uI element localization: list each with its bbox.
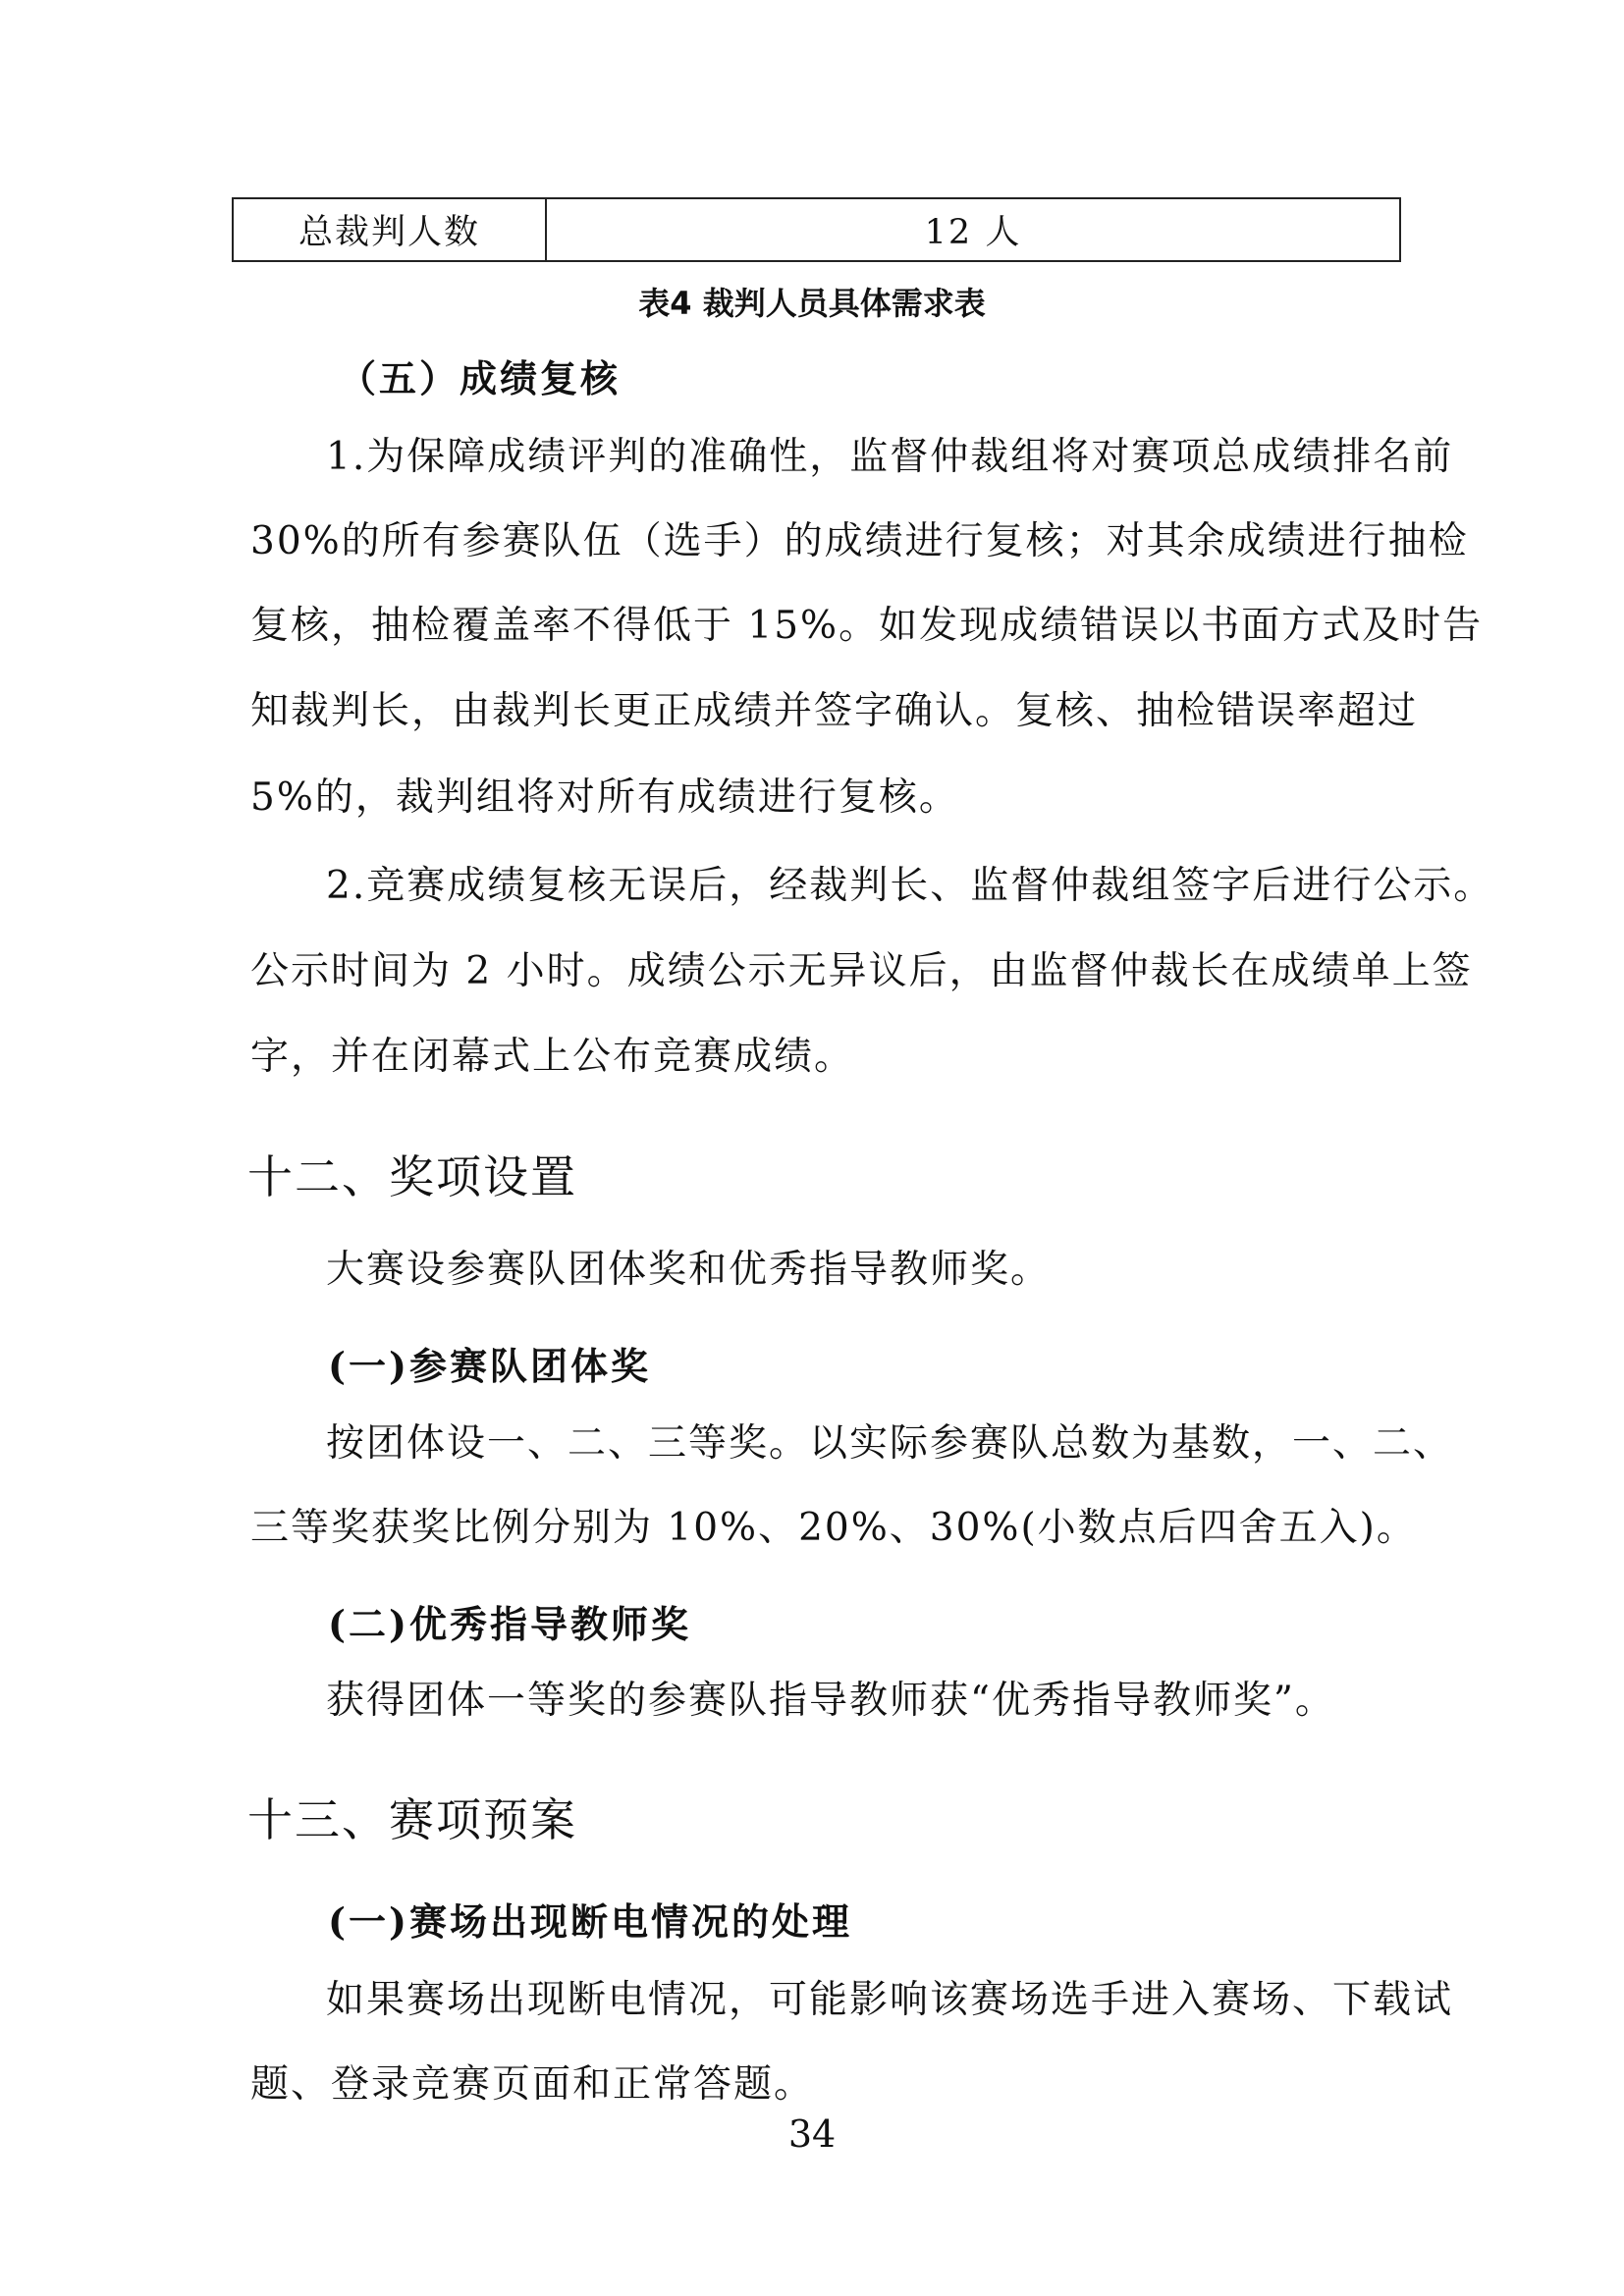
page-number: 34: [787, 2112, 837, 2156]
table-cell-value: 12 人: [924, 213, 1022, 252]
section5-heading: （五）成绩复核: [339, 356, 622, 400]
section5-p1-line4: 知裁判长，由裁判长更正成绩并签字确认。复核、抽检错误率超过: [250, 689, 1419, 733]
section13-sub1-heading: (一)赛场出现断电情况的处理: [328, 1899, 852, 1944]
section5-p2-line2: 公示时间为 2 小时。成绩公示无异议后，由监督仲裁长在成绩单上签: [250, 949, 1473, 993]
section5-p1-line2: 30%的所有参赛队伍（选手）的成绩进行复核；对其余成绩进行抽检: [250, 519, 1469, 563]
section5-p2-line3: 字，并在闭幕式上公布竞赛成绩。: [250, 1035, 855, 1079]
section5-p1-line3: 复核，抽检覆盖率不得低于 15%。如发现成绩错误以书面方式及时告: [250, 604, 1484, 648]
section13-sub1-line2: 题、登录竞赛页面和正常答题。: [250, 2062, 815, 2107]
section12-sub2-text: 获得团体一等奖的参赛队指导教师获“优秀指导教师奖”。: [326, 1679, 1335, 1723]
section5-p2-line1: 2.竞赛成绩复核无误后，经裁判长、监督仲裁组签字后进行公示。: [326, 864, 1494, 908]
table-cell-label: 总裁判人数: [298, 213, 480, 252]
section12-sub1-line2: 三等奖获奖比例分别为 10%、20%、30%(小数点后四舍五入)。: [250, 1506, 1417, 1550]
table-caption: 表4 裁判人员具体需求表: [638, 285, 986, 322]
section12-intro: 大赛设参赛队团体奖和优秀指导教师奖。: [326, 1248, 1052, 1292]
section12-sub1-heading: (一)参赛队团体奖: [328, 1344, 651, 1388]
section12-heading: 十二、奖项设置: [247, 1150, 577, 1203]
section12-sub2-heading: (二)优秀指导教师奖: [328, 1602, 691, 1646]
section12-sub1-line1: 按团体设一、二、三等奖。以实际参赛队总数为基数，一、二、: [326, 1421, 1454, 1466]
referee-count-table: [232, 197, 1401, 262]
section13-heading: 十三、赛项预案: [247, 1793, 577, 1846]
section5-p1-line1: 1.为保障成绩评判的准确性，监督仲裁组将对赛项总成绩排名前: [326, 435, 1454, 479]
section13-sub1-line1: 如果赛场出现断电情况，可能影响该赛场选手进入赛场、下载试: [326, 1978, 1454, 2022]
section5-p1-line5: 5%的，裁判组将对所有成绩进行复核。: [250, 775, 959, 820]
